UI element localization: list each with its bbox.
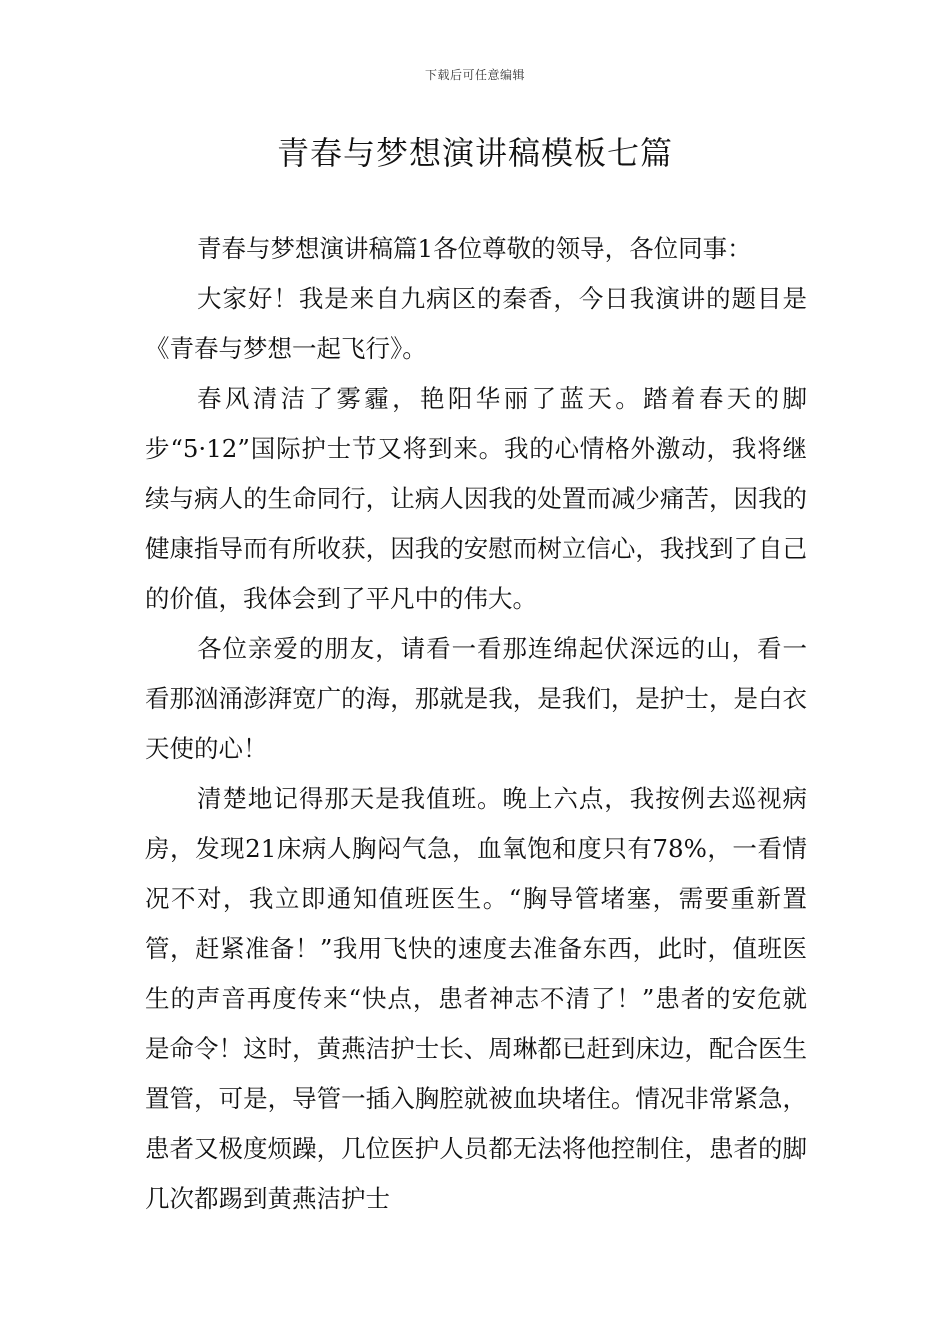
paragraph: 清楚地记得那天是我值班。晚上六点，我按例去巡视病房，发现21床病人胸闷气急，血氧饱和度只有78%，一看情况不对，我立即通知值班医生。“胸导管堵塞，需要重新置管，赶紧准备！”我用飞快的速度去准备东西，此时，值班医生的声音再度传来“快点，患者神志不清了！”患者的安危就是命令！这时，黄燕洁护士长、周琳都已赶到床边，配合医生置管，可是，导管一插入胸腔就被血块堵住。情况非常紧急，患者又极度烦躁，几位医护人员都无法将他控制住，患者的脚几次都踢到黄燕洁护士 bbox=[145, 784, 807, 1213]
header-note: 下载后可任意编辑 bbox=[424, 68, 525, 82]
paragraph: 青春与梦想演讲稿篇1各位尊敬的领导，各位同事： bbox=[197, 234, 752, 263]
document-title: 青春与梦想演讲稿模板七篇 bbox=[276, 134, 673, 172]
paragraph: 大家好！我是来自九病区的秦香，今日我演讲的题目是《青春与梦想一起飞行》。 bbox=[145, 284, 807, 363]
paragraph: 各位亲爱的朋友，请看一看那连绵起伏深远的山，看一看那汹涌澎湃宽广的海，那就是我，是我们，是护士，是白衣天使的心！ bbox=[145, 634, 807, 763]
paragraph: 春风清洁了雾霾，艳阳华丽了蓝天。踏着春天的脚步“5·12”国际护士节又将到来。我的心情格外激动，我将继续与病人的生命同行，让病人因我的处置而减少痛苦，因我的健康指导而有所收获，因我的安慰而树立信心，我找到了自己的价值，我体会到了平凡中的伟大。 bbox=[145, 384, 807, 613]
document-body bbox=[145, 224, 807, 1224]
